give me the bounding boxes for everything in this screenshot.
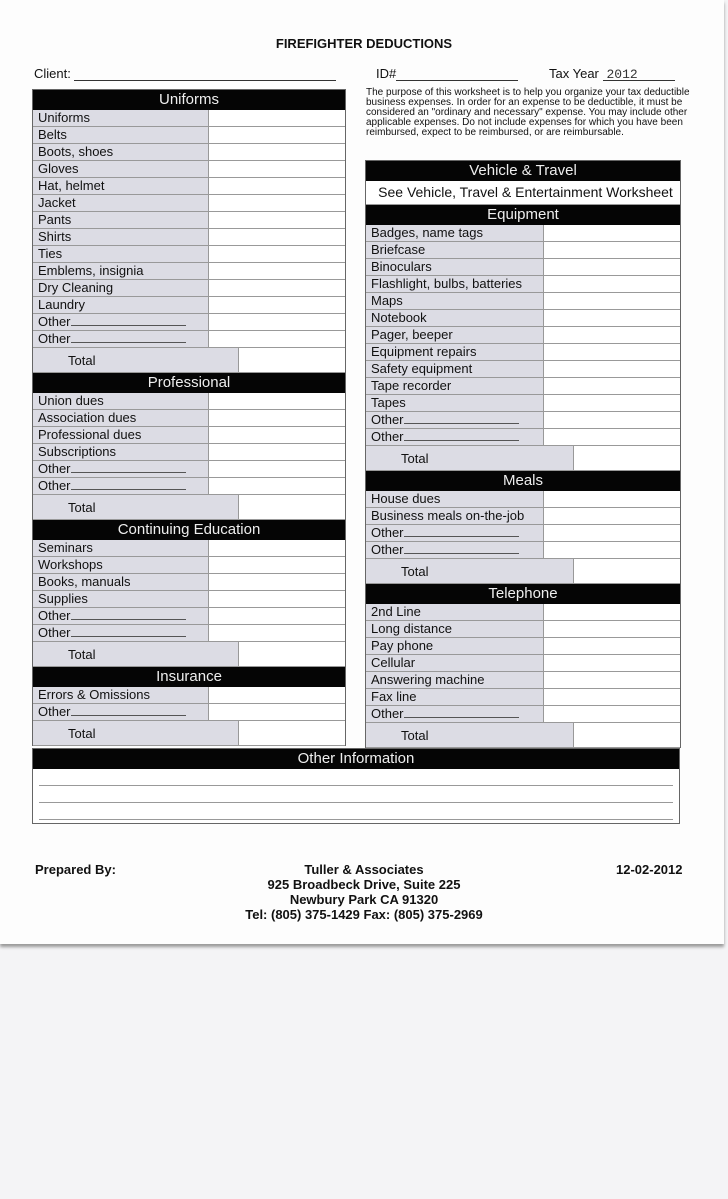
- other-description-input[interactable]: [404, 525, 519, 537]
- expense-row: [33, 263, 345, 280]
- amount-input[interactable]: [209, 144, 345, 160]
- id-field[interactable]: [376, 66, 518, 81]
- expense-label-text: Other: [38, 331, 71, 346]
- expense-label: [33, 704, 209, 720]
- expense-label-text: Pager, beeper: [371, 327, 453, 342]
- amount-input[interactable]: [209, 229, 345, 245]
- expense-label-text: Pay phone: [371, 638, 434, 653]
- expense-row: [366, 344, 680, 361]
- expense-label-text: Flashlight, bulbs, batteries: [371, 276, 523, 291]
- notes-line[interactable]: [39, 786, 673, 803]
- expense-label: [33, 263, 209, 279]
- other-description-input[interactable]: [71, 331, 186, 343]
- amount-input[interactable]: [544, 293, 680, 309]
- total-label: Total: [366, 446, 574, 470]
- expense-label-text: Other: [371, 542, 404, 557]
- expense-label: [366, 310, 544, 326]
- total-amount-input[interactable]: [239, 642, 345, 666]
- section-header-equipment: Equipment: [366, 205, 680, 225]
- amount-input[interactable]: [209, 110, 345, 126]
- expense-row: [366, 689, 680, 706]
- expense-label-text: Long distance: [371, 621, 452, 636]
- section-uniforms: [33, 90, 345, 373]
- other-description-input[interactable]: [404, 429, 519, 441]
- expense-row: [33, 280, 345, 297]
- expense-label-text: Association dues: [38, 410, 137, 425]
- expense-label-text: Equipment repairs: [371, 344, 477, 359]
- expense-label: [33, 557, 209, 573]
- expense-label-text: Subscriptions: [38, 444, 117, 459]
- amount-input[interactable]: [209, 246, 345, 262]
- prepared-by-label: Prepared By:: [35, 862, 116, 877]
- amount-input[interactable]: [544, 361, 680, 377]
- expense-label-text: Notebook: [371, 310, 427, 325]
- total-amount-input[interactable]: [239, 495, 345, 519]
- expense-label-text: Safety equipment: [371, 361, 473, 376]
- address-line-2: Newbury Park CA 91320: [289, 892, 439, 907]
- expense-row: [33, 427, 345, 444]
- amount-input[interactable]: [209, 195, 345, 211]
- total-row: [366, 723, 680, 748]
- section-vehicle-travel: [366, 161, 680, 205]
- amount-input[interactable]: [209, 591, 345, 607]
- expense-row: [33, 478, 345, 495]
- expense-label-text: Other: [38, 461, 71, 476]
- expense-row: [366, 429, 680, 446]
- expense-row: [366, 395, 680, 412]
- amount-input[interactable]: [209, 393, 345, 409]
- expense-label: [366, 225, 544, 241]
- expense-label: [33, 110, 209, 126]
- expense-label-text: Shirts: [38, 229, 72, 244]
- expense-label: [33, 540, 209, 556]
- expense-label: [33, 478, 209, 494]
- expense-row: [366, 604, 680, 621]
- total-row: [33, 721, 345, 746]
- expense-label-text: Laundry: [38, 297, 85, 312]
- amount-input[interactable]: [209, 461, 345, 477]
- total-amount-input[interactable]: [574, 559, 680, 583]
- total-label: Total: [33, 721, 239, 745]
- expense-row: [33, 314, 345, 331]
- left-column: [32, 89, 346, 746]
- total-row: [33, 642, 345, 667]
- expense-label: [366, 491, 544, 507]
- total-row: [366, 559, 680, 584]
- expense-label: [366, 344, 544, 360]
- expense-label: [366, 525, 544, 541]
- expense-label-text: 2nd Line: [371, 604, 421, 619]
- amount-input[interactable]: [209, 625, 345, 641]
- expense-label: [33, 161, 209, 177]
- amount-input[interactable]: [209, 127, 345, 143]
- expense-row: [33, 393, 345, 410]
- tax-year-label: Tax Year: [549, 66, 599, 81]
- amount-input[interactable]: [544, 491, 680, 507]
- other-description-input[interactable]: [71, 461, 186, 473]
- expense-label: [33, 625, 209, 641]
- expense-label: [366, 429, 544, 445]
- amount-input[interactable]: [544, 395, 680, 411]
- expense-label: [33, 608, 209, 624]
- amount-input[interactable]: [544, 655, 680, 671]
- expense-label: [366, 276, 544, 292]
- amount-input[interactable]: [209, 297, 345, 313]
- amount-input[interactable]: [209, 608, 345, 624]
- expense-label: [366, 327, 544, 343]
- amount-input[interactable]: [544, 672, 680, 688]
- phone-fax: Tel: (805) 375-1429 Fax: (805) 375-2969: [245, 907, 483, 922]
- section-insurance: [33, 667, 345, 746]
- expense-label: [366, 689, 544, 705]
- total-label: Total: [33, 495, 239, 519]
- amount-input[interactable]: [209, 331, 345, 347]
- expense-label-text: Other: [371, 525, 404, 540]
- expense-row: [33, 110, 345, 127]
- total-row: [33, 495, 345, 520]
- expense-row: [33, 195, 345, 212]
- expense-label: [366, 672, 544, 688]
- expense-row: [33, 540, 345, 557]
- expense-label-text: Badges, name tags: [371, 225, 484, 240]
- amount-input[interactable]: [544, 429, 680, 445]
- amount-input[interactable]: [544, 621, 680, 637]
- amount-input[interactable]: [209, 444, 345, 460]
- expense-row: [33, 574, 345, 591]
- expense-row: [366, 259, 680, 276]
- amount-input[interactable]: [544, 508, 680, 524]
- amount-input[interactable]: [544, 706, 680, 722]
- expense-row: [33, 625, 345, 642]
- expense-label-text: Business meals on-the-job: [371, 508, 525, 523]
- expense-row: [33, 144, 345, 161]
- expense-row: [366, 242, 680, 259]
- section-header-meals: Meals: [366, 471, 680, 491]
- expense-row: [366, 378, 680, 395]
- amount-input[interactable]: [544, 412, 680, 428]
- expense-row: [366, 327, 680, 344]
- preparer-info: [200, 862, 528, 922]
- expense-row: [366, 525, 680, 542]
- amount-input[interactable]: [544, 525, 680, 541]
- notes-line[interactable]: [39, 803, 673, 820]
- total-amount-input[interactable]: [239, 348, 345, 372]
- expense-label: [366, 604, 544, 620]
- expense-label: [366, 655, 544, 671]
- total-label: Total: [366, 723, 574, 747]
- expense-label: [33, 331, 209, 347]
- amount-input[interactable]: [209, 314, 345, 330]
- other-information-header: Other Information: [33, 749, 679, 769]
- section-header-continuing-education: Continuing Education: [33, 520, 345, 540]
- expense-label: [33, 393, 209, 409]
- total-amount-input[interactable]: [574, 446, 680, 470]
- amount-input[interactable]: [544, 604, 680, 620]
- expense-label: [33, 229, 209, 245]
- amount-input[interactable]: [544, 259, 680, 275]
- expense-label-text: Hat, helmet: [38, 178, 105, 193]
- expense-label: [366, 259, 544, 275]
- expense-label: [366, 706, 544, 722]
- expense-label-text: Briefcase: [371, 242, 426, 257]
- total-amount-input[interactable]: [574, 723, 680, 747]
- total-label: Total: [366, 559, 574, 583]
- amount-input[interactable]: [544, 242, 680, 258]
- expense-row: [33, 591, 345, 608]
- amount-input[interactable]: [544, 310, 680, 326]
- expense-label-text: Other: [38, 608, 71, 623]
- notes-line[interactable]: [39, 769, 673, 786]
- right-column: [365, 160, 681, 748]
- section-header-professional: Professional: [33, 373, 345, 393]
- amount-input[interactable]: [209, 540, 345, 556]
- expense-row: [33, 212, 345, 229]
- total-amount-input[interactable]: [239, 721, 345, 745]
- intro-paragraph: The purpose of this worksheet is to help you organize your tax deductible business expenses. In order for an expense to be deductible, it must be considered an "ordinary and necessary" expense. You may include other applicable expenses. Do not include expenses for which you have been reimbursed, expect to be reimbursed, or are reimbursable.: [366, 87, 690, 138]
- expense-row: [366, 508, 680, 525]
- expense-label: [366, 542, 544, 558]
- amount-input[interactable]: [209, 161, 345, 177]
- total-label: Total: [33, 348, 239, 372]
- expense-label: [33, 178, 209, 194]
- section-header-telephone: Telephone: [366, 584, 680, 604]
- expense-label: [366, 621, 544, 637]
- expense-row: [33, 704, 345, 721]
- expense-label: [33, 195, 209, 211]
- other-description-input[interactable]: [71, 625, 186, 637]
- id-label: ID#: [376, 66, 397, 81]
- expense-label: [366, 412, 544, 428]
- expense-label-text: Answering machine: [371, 672, 485, 687]
- expense-row: [33, 127, 345, 144]
- other-description-input[interactable]: [71, 608, 186, 620]
- amount-input[interactable]: [544, 327, 680, 343]
- expense-label: [33, 410, 209, 426]
- document-title: FIREFIGHTER DEDUCTIONS: [275, 36, 453, 51]
- expense-row: [366, 491, 680, 508]
- expense-label: [33, 687, 209, 703]
- expense-label: [366, 638, 544, 654]
- total-label: Total: [33, 642, 239, 666]
- other-description-input[interactable]: [404, 412, 519, 424]
- amount-input[interactable]: [209, 263, 345, 279]
- expense-row: [366, 638, 680, 655]
- expense-label-text: Seminars: [38, 540, 93, 555]
- expense-row: [33, 161, 345, 178]
- expense-label-text: Binoculars: [371, 259, 432, 274]
- amount-input[interactable]: [544, 276, 680, 292]
- expense-row: [33, 444, 345, 461]
- expense-row: [366, 672, 680, 689]
- client-field[interactable]: [34, 66, 336, 81]
- tax-year-value: 2012: [603, 67, 675, 81]
- other-description-input[interactable]: [71, 314, 186, 326]
- total-row: [33, 348, 345, 373]
- amount-input[interactable]: [544, 542, 680, 558]
- company-name: Tuller & Associates: [304, 862, 424, 877]
- expense-row: [33, 229, 345, 246]
- expense-label-text: Emblems, insignia: [38, 263, 144, 278]
- amount-input[interactable]: [209, 410, 345, 426]
- expense-label-text: Supplies: [38, 591, 88, 606]
- expense-label: [366, 293, 544, 309]
- amount-input[interactable]: [544, 225, 680, 241]
- section-telephone: [366, 584, 680, 748]
- expense-row: [366, 276, 680, 293]
- amount-input[interactable]: [209, 280, 345, 296]
- section-header-insurance: Insurance: [33, 667, 345, 687]
- expense-row: [366, 621, 680, 638]
- expense-row: [366, 361, 680, 378]
- expense-label: [33, 444, 209, 460]
- expense-label-text: Workshops: [38, 557, 103, 572]
- amount-input[interactable]: [209, 687, 345, 703]
- amount-input[interactable]: [209, 704, 345, 720]
- expense-label: [33, 280, 209, 296]
- other-description-input[interactable]: [404, 706, 519, 718]
- amount-input[interactable]: [544, 344, 680, 360]
- other-description-input[interactable]: [71, 704, 186, 716]
- expense-row: [33, 246, 345, 263]
- section-header-uniforms: Uniforms: [33, 90, 345, 110]
- expense-label: [33, 246, 209, 262]
- expense-row: [366, 655, 680, 672]
- expense-label: [366, 378, 544, 394]
- expense-label-text: Other: [38, 314, 71, 329]
- amount-input[interactable]: [209, 478, 345, 494]
- expense-label: [366, 508, 544, 524]
- expense-label-text: Other: [38, 478, 71, 493]
- expense-row: [33, 608, 345, 625]
- amount-input[interactable]: [209, 574, 345, 590]
- expense-label-text: Jacket: [38, 195, 76, 210]
- expense-row: [33, 331, 345, 348]
- amount-input[interactable]: [544, 638, 680, 654]
- amount-input[interactable]: [544, 378, 680, 394]
- expense-label: [33, 314, 209, 330]
- expense-label: [366, 395, 544, 411]
- expense-row: [33, 687, 345, 704]
- expense-label-text: Professional dues: [38, 427, 142, 442]
- other-information-section: [32, 748, 680, 824]
- prepared-date: 12-02-2012: [616, 862, 683, 877]
- expense-label: [33, 212, 209, 228]
- expense-row: [33, 178, 345, 195]
- expense-label-text: Boots, shoes: [38, 144, 114, 159]
- expense-label: [33, 144, 209, 160]
- expense-row: [366, 293, 680, 310]
- expense-label: [33, 591, 209, 607]
- expense-row: [366, 706, 680, 723]
- section-header-vehicle-travel: Vehicle & Travel: [366, 161, 680, 181]
- expense-label-text: Ties: [38, 246, 63, 261]
- expense-label-text: Other: [38, 704, 71, 719]
- other-description-input[interactable]: [71, 478, 186, 490]
- expense-label: [33, 127, 209, 143]
- total-row: [366, 446, 680, 471]
- amount-input[interactable]: [209, 427, 345, 443]
- tax-year-field[interactable]: [549, 66, 675, 81]
- expense-label: [366, 361, 544, 377]
- expense-label-text: Other: [371, 706, 404, 721]
- expense-row: [33, 557, 345, 574]
- expense-label: [33, 297, 209, 313]
- amount-input[interactable]: [209, 178, 345, 194]
- section-equipment: [366, 205, 680, 471]
- expense-label-text: Dry Cleaning: [38, 280, 114, 295]
- expense-label-text: Fax line: [371, 689, 417, 704]
- expense-label: [33, 427, 209, 443]
- expense-label-text: Maps: [371, 293, 403, 308]
- expense-label-text: Other: [371, 412, 404, 427]
- section-professional: [33, 373, 345, 520]
- other-description-input[interactable]: [404, 542, 519, 554]
- expense-label-text: Cellular: [371, 655, 416, 670]
- expense-label-text: Gloves: [38, 161, 79, 176]
- expense-label: [33, 574, 209, 590]
- expense-row: [33, 297, 345, 314]
- expense-label-text: House dues: [371, 491, 441, 506]
- expense-label: [33, 461, 209, 477]
- amount-input[interactable]: [544, 689, 680, 705]
- expense-label-text: Union dues: [38, 393, 104, 408]
- expense-label: [366, 242, 544, 258]
- section-meals: [366, 471, 680, 584]
- expense-label-text: Belts: [38, 127, 67, 142]
- expense-label-text: Errors & Omissions: [38, 687, 150, 702]
- expense-row: [366, 542, 680, 559]
- amount-input[interactable]: [209, 212, 345, 228]
- expense-label-text: Books, manuals: [38, 574, 131, 589]
- note-row: [366, 181, 680, 205]
- expense-label-text: Tapes: [371, 395, 406, 410]
- expense-row: [33, 461, 345, 478]
- expense-row: [366, 310, 680, 327]
- client-label: Client:: [34, 66, 71, 81]
- amount-input[interactable]: [209, 557, 345, 573]
- expense-label-text: Tape recorder: [371, 378, 452, 393]
- expense-row: [366, 412, 680, 429]
- section-continuing-education: [33, 520, 345, 667]
- expense-row: [33, 410, 345, 427]
- expense-label-text: Other: [38, 625, 71, 640]
- expense-label-text: Pants: [38, 212, 72, 227]
- expense-label-text: Uniforms: [38, 110, 91, 125]
- expense-row: [366, 225, 680, 242]
- note-text: See Vehicle, Travel & Entertainment Worksheet: [366, 181, 680, 204]
- expense-label-text: Other: [371, 429, 404, 444]
- address-line-1: 925 Broadbeck Drive, Suite 225: [267, 877, 461, 892]
